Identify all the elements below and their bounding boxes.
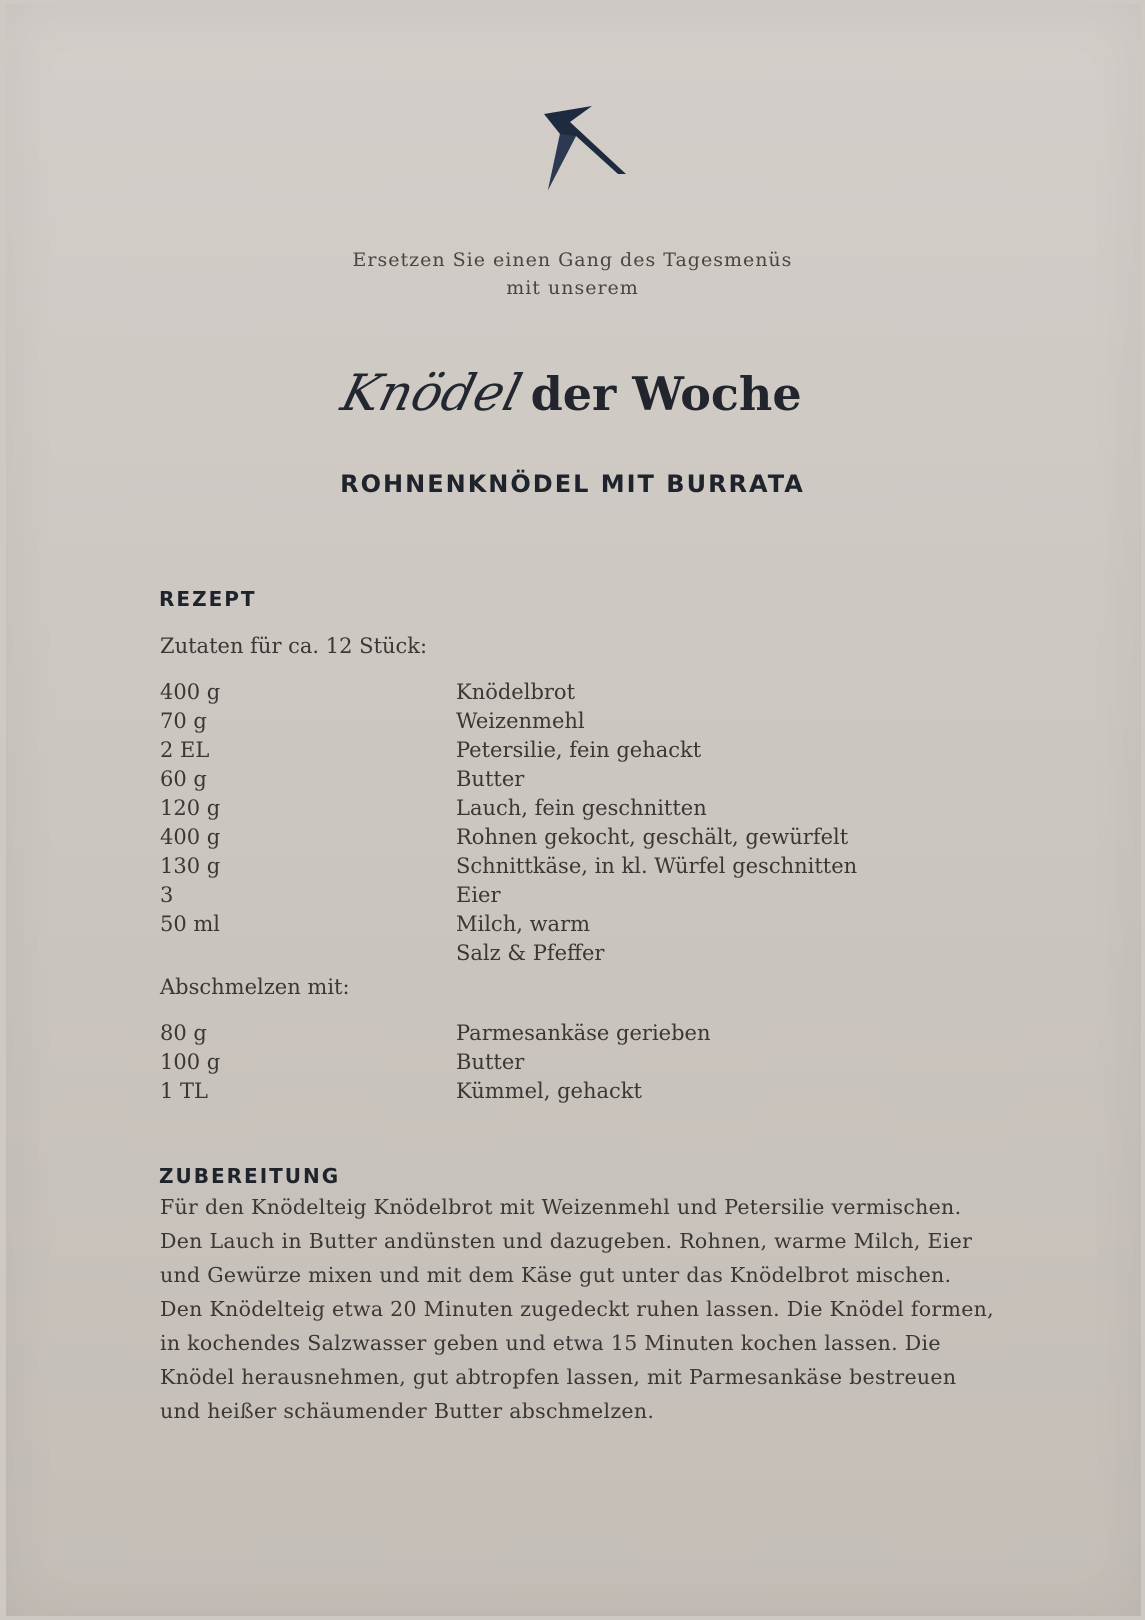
topping-name: Parmesankäse gerieben [456,1021,711,1045]
ingredient-name: Petersilie, fein gehackt [456,738,702,762]
ingredients-list [160,678,920,968]
topping-qty: 80 g [160,1021,207,1045]
dish-subtitle: ROHNENKNÖDEL MIT BURRATA [340,470,805,498]
ingredient-row [160,707,920,736]
ingredient-row [160,910,920,939]
prep-heading: ZUBEREITUNG [159,1164,341,1188]
ingredient-name: Knödelbrot [456,680,576,704]
ingredient-row [160,678,920,707]
ingredient-qty: 70 g [160,709,207,733]
ingredient-qty: 2 EL [160,738,210,762]
page-title [0,364,1145,444]
topping-qty: 1 TL [160,1079,208,1103]
topping-row [160,1048,920,1077]
ingredient-qty: 130 g [160,854,221,878]
title-rest: der Woche [530,367,802,421]
ingredient-qty: 3 [160,883,174,907]
ingredient-row [160,794,920,823]
topping-qty: 100 g [160,1050,221,1074]
topping-row [160,1077,920,1106]
title-script-word: Knödel [336,364,528,422]
ingredient-name: Salz & Pfeffer [456,941,605,965]
ingredient-name: Eier [456,883,501,907]
topping-list [160,1019,920,1106]
ingredient-row [160,939,920,968]
ingredient-row [160,852,920,881]
bird-logo-icon [540,104,630,194]
ingredient-name: Lauch, fein geschnitten [456,796,707,820]
ingredient-row [160,736,920,765]
intro-text [0,246,1145,302]
ingredient-qty: 400 g [160,680,221,704]
ingredient-row [160,765,920,794]
ingredient-row [160,881,920,910]
topping-row [160,1019,920,1048]
ingredient-qty: 60 g [160,767,207,791]
ingredient-qty: 50 ml [160,912,221,936]
ingredient-name: Rohnen gekocht, geschält, gewürfelt [456,825,849,849]
topping-name: Kümmel, gehackt [456,1079,642,1103]
recipe-heading: REZEPT [159,587,257,611]
topping-label: Abschmelzen mit: [160,975,350,999]
ingredient-qty: 400 g [160,825,221,849]
ingredient-name: Milch, warm [456,912,591,936]
topping-name: Butter [456,1050,525,1074]
ingredients-label: Zutaten für ca. 12 Stück: [160,634,428,658]
intro-line-1: Ersetzen Sie einen Gang des Tagesmenüs [352,249,793,271]
intro-line-2: mit unserem [506,277,639,299]
ingredient-row [160,823,920,852]
prep-text: Für den Knödelteig Knödelbrot mit Weizenmehl und Petersilie vermischen. Den Lauch in Butter andünsten und dazugeben. Rohnen, warme Milch, Eier und Gewürze mixen und mit dem Käse gut unter das Knödelbrot mischen. Den Knödelteig etwa 20 Minuten zugedeckt ruhen lassen. Die Knödel formen, in kochendes Salzwasser geben und etwa 15 Minuten kochen lassen. Die Knödel herausnehmen, gut abtropfen lassen, mit Parmesankäse bestreuen und heißer schäumender Butter abschmelzen. [160,1195,994,1423]
ingredient-qty: 120 g [160,796,221,820]
ingredient-name: Weizenmehl [456,709,585,733]
ingredient-name: Schnittkäse, in kl. Würfel geschnitten [456,854,858,878]
ingredient-name: Butter [456,767,525,791]
